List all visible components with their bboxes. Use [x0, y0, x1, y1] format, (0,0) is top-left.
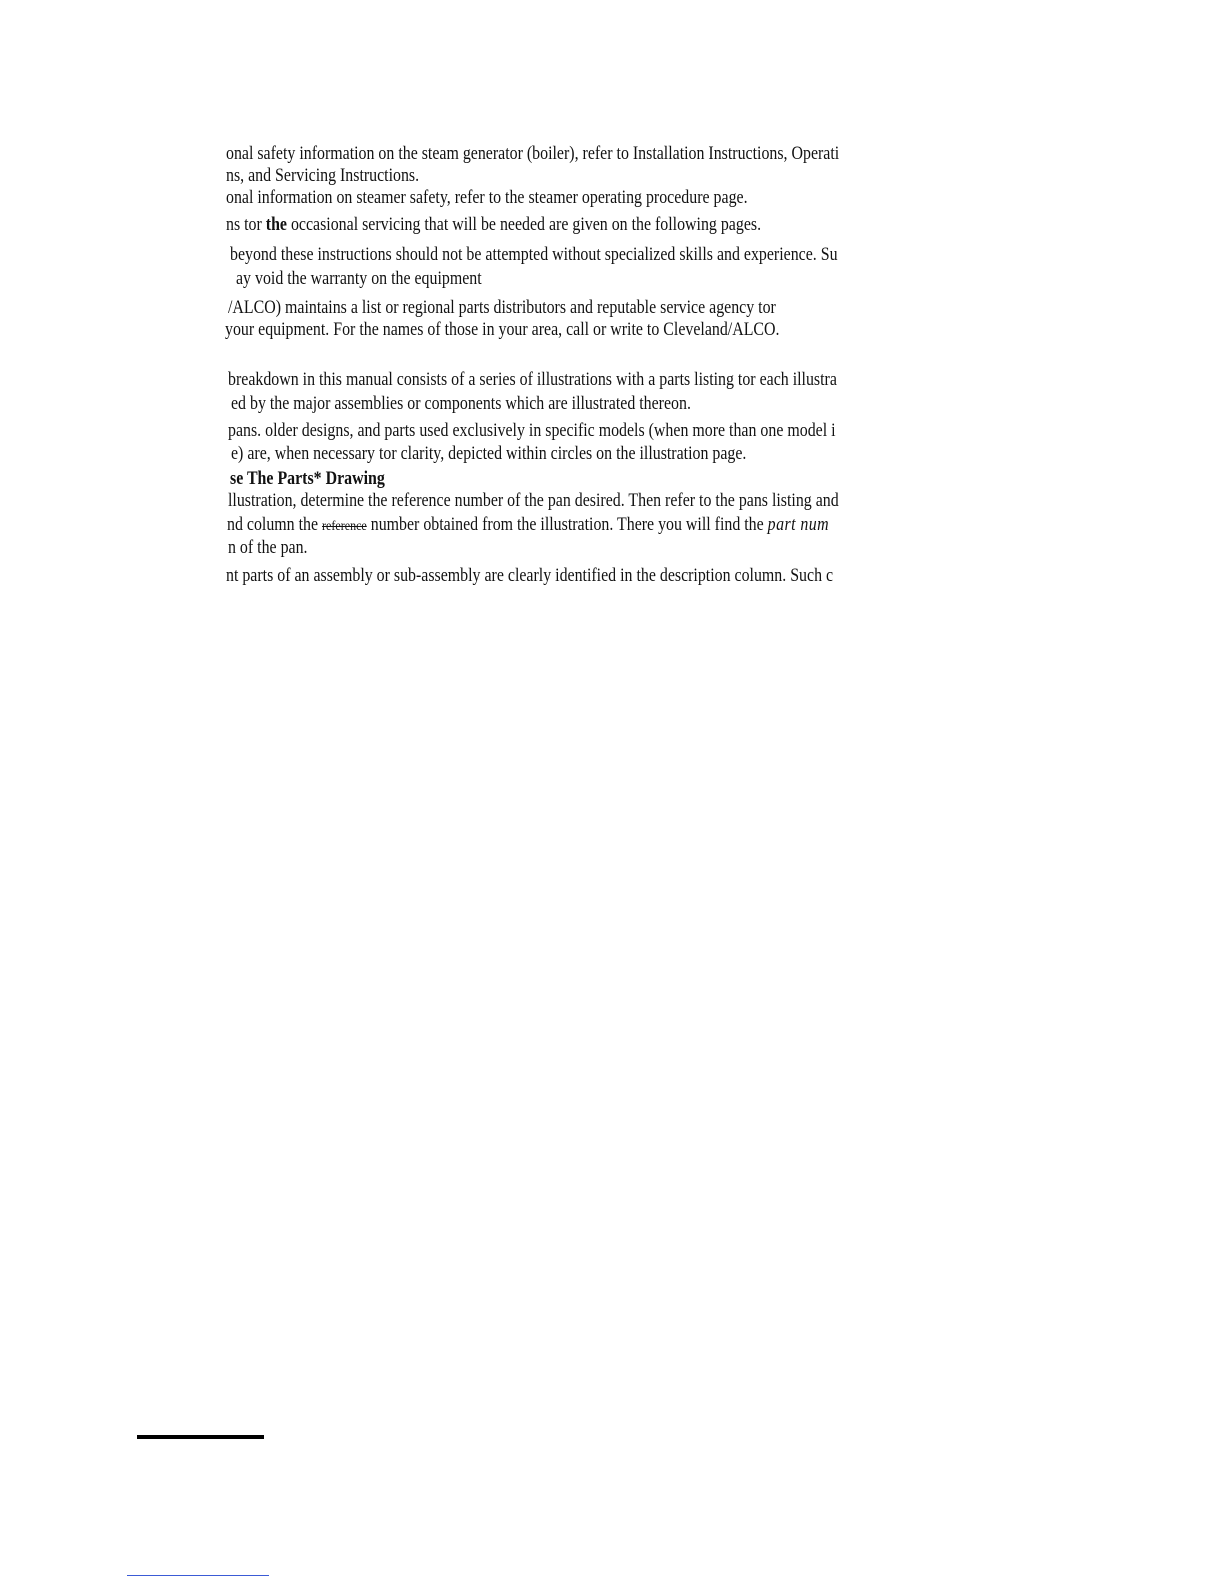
text-line-6: ay void the warranty on the equipment	[236, 269, 482, 289]
text-line-17: nt parts of an assembly or sub-assembly are clearly identified in the description column. Such c	[226, 566, 834, 586]
text-line-1: onal safety information on the steam generator (boiler), refer to Installation Instructions, Operati	[226, 144, 840, 164]
text-line-7: /ALCO) maintains a list or regional parts distributors and reputable service agency tor	[228, 298, 776, 318]
text-line-3: onal information on steamer safety, refer to the steamer operating procedure page.	[226, 188, 748, 208]
text-line-15	[227, 514, 829, 538]
text-line-11: pans. older designs, and parts used exclusively in specific models (when more than one model i	[228, 421, 836, 441]
text-line-15-italic: part num	[767, 515, 830, 535]
text-line-16: n of the pan.	[228, 538, 308, 558]
text-line-14: llustration, determine the reference number of the pan desired. Then refer to the pans listing and	[228, 491, 839, 511]
text-line-4-bold: the	[265, 215, 287, 235]
text-line-10: ed by the major assemblies or components which are illustrated thereon.	[231, 394, 691, 414]
footer-underline	[127, 1575, 269, 1576]
text-line-15-middle: number obtained from the illustration. There you will find the	[366, 515, 768, 535]
text-line-8: your equipment. For the names of those in your area, call or write to Cleveland/ALCO.	[225, 320, 780, 340]
section-heading: se The Parts* Drawing	[230, 469, 385, 489]
text-line-15-struck: reference	[322, 519, 367, 534]
text-line-12: e) are, when necessary tor clarity, depicted within circles on the illustration page.	[231, 444, 747, 464]
horizontal-rule	[137, 1435, 264, 1439]
text-line-4-end: occasional servicing that will be needed are given on the following pages.	[286, 215, 762, 235]
text-line-4	[226, 214, 761, 236]
text-line-4-start: ns tor	[226, 215, 266, 235]
text-line-15-start: nd column the	[227, 515, 323, 535]
text-line-2: ns, and Servicing Instructions.	[226, 166, 420, 186]
text-line-5: beyond these instructions should not be attempted without specialized skills and experience. Su	[230, 245, 838, 265]
text-line-9: breakdown in this manual consists of a series of illustrations with a parts listing tor each illustra	[228, 370, 837, 390]
